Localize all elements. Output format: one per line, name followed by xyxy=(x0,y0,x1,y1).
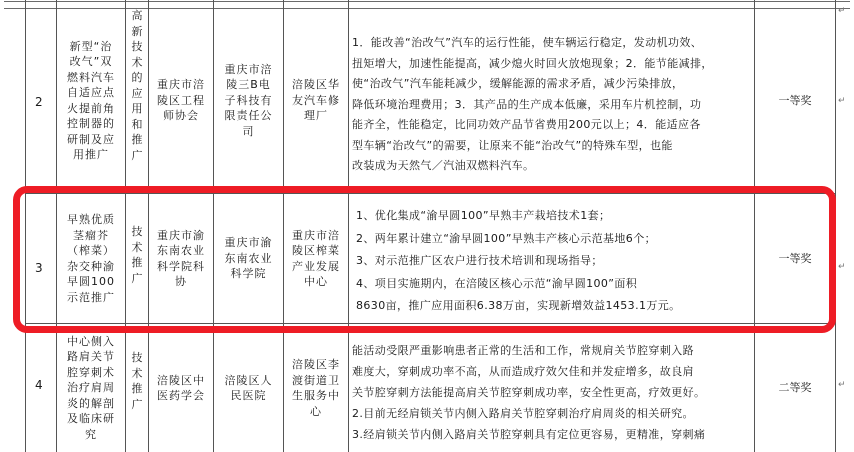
project-category: 技术推广 xyxy=(131,225,143,285)
award-level: 二等奖 xyxy=(778,381,812,395)
completing-unit: 涪陵区人 民医院 xyxy=(224,373,273,402)
project-name: 中心侧入 路肩关节 腔穿刺术 治疗肩周 炎的解剖 及临床研 究 xyxy=(67,334,115,441)
paragraph-mark: ↵ xyxy=(838,96,846,106)
paragraph-mark: ↵ xyxy=(838,380,846,390)
cooperating-unit: 涪陵区李 渡街道卫 生服务中 心 xyxy=(292,358,340,418)
project-description: 1．能改善“治改气”汽车的运行性能，使车辆运行稳定，发动机功效、 扭矩增大，加速性能提高，减少熄火时回火放炮现象；2．能节能减排， 使“治改气”汽车能耗减少，缓解能源的需求矛盾，减少污染排放， 降低环境治理费用；3．其产品的生产成本低廉，采用车片机控制，功 能齐全，性能稳定，比同功效产品节省费用200元以上；4．能适应各 型车辆“治改气”的需要，让原来不能“治改气”的特殊车型，也能 改装成为天然气／汽油双燃料汽车。 xyxy=(352,36,713,172)
row-number: 4 xyxy=(35,378,43,392)
cooperating-unit: 重庆市涪 陵区榨菜 产业发展 中心 xyxy=(292,228,340,288)
highlight-frame xyxy=(13,186,836,333)
recommending-unit: 涪陵区中 医药学会 xyxy=(157,373,205,402)
project-name: 早熟优质 茎瘤芥 （榨菜） 杂交种渝 早圆100 示范推广 xyxy=(67,213,115,304)
project-description: 1、优化集成“渝早圆100”早熟丰产栽培技术1套； 2、两年累计建立“渝早圆100”早熟丰产核心示范基地6个； 3、对示范推广区农户进行技术培训和现场指导； 4、项目实施期内，在涪陵区核心示范“渝早圆100”面积 8630亩，推广应用面积6.38万亩，实现新增效益1453.1万元。 xyxy=(356,209,681,312)
paragraph-mark: ↵ xyxy=(838,6,846,16)
completing-unit: 重庆市渝 东南农业 科学院 xyxy=(224,236,273,281)
award-level: 一等奖 xyxy=(778,93,812,107)
project-category: 高新技术的应用和推广 xyxy=(131,9,143,162)
completing-unit: 重庆市涪 陵三B电 子科技有 限责任公 司 xyxy=(224,62,273,138)
award-level: 一等奖 xyxy=(778,251,812,265)
row-number: 2 xyxy=(35,95,43,109)
paragraph-mark: ↵ xyxy=(838,262,846,272)
row-number: 3 xyxy=(35,261,43,275)
project-description: 能活动受限严重影响患者正常的生活和工作，常规肩关节腔穿刺入路 难度大，穿刺成功率不高，从而造成疗效欠佳和并发症增多，故良肩 关节腔穿刺方法能提高肩关节腔穿刺成功率，安全性更高，疗效更好。 2.目前无经肩锁关节内侧入路肩关节腔穿刺治疗肩周炎的相关研究。 3.经肩锁关节内侧入路肩关节腔穿刺具有定位更容易，更精准，穿刺痛 xyxy=(352,344,706,441)
recommending-unit: 重庆市渝 东南农业 科学院科 协 xyxy=(157,228,205,288)
recommending-unit: 重庆市涪 陵区工程 师协会 xyxy=(157,78,205,123)
cooperating-unit: 涪陵区华 友汽车修 理厂 xyxy=(292,78,340,123)
project-name: 新型“治 改气”双 燃料汽车 自适应点 火提前角 控制器的 研制及应 用推广 xyxy=(67,39,115,161)
project-category: 技术推广 xyxy=(131,351,143,411)
